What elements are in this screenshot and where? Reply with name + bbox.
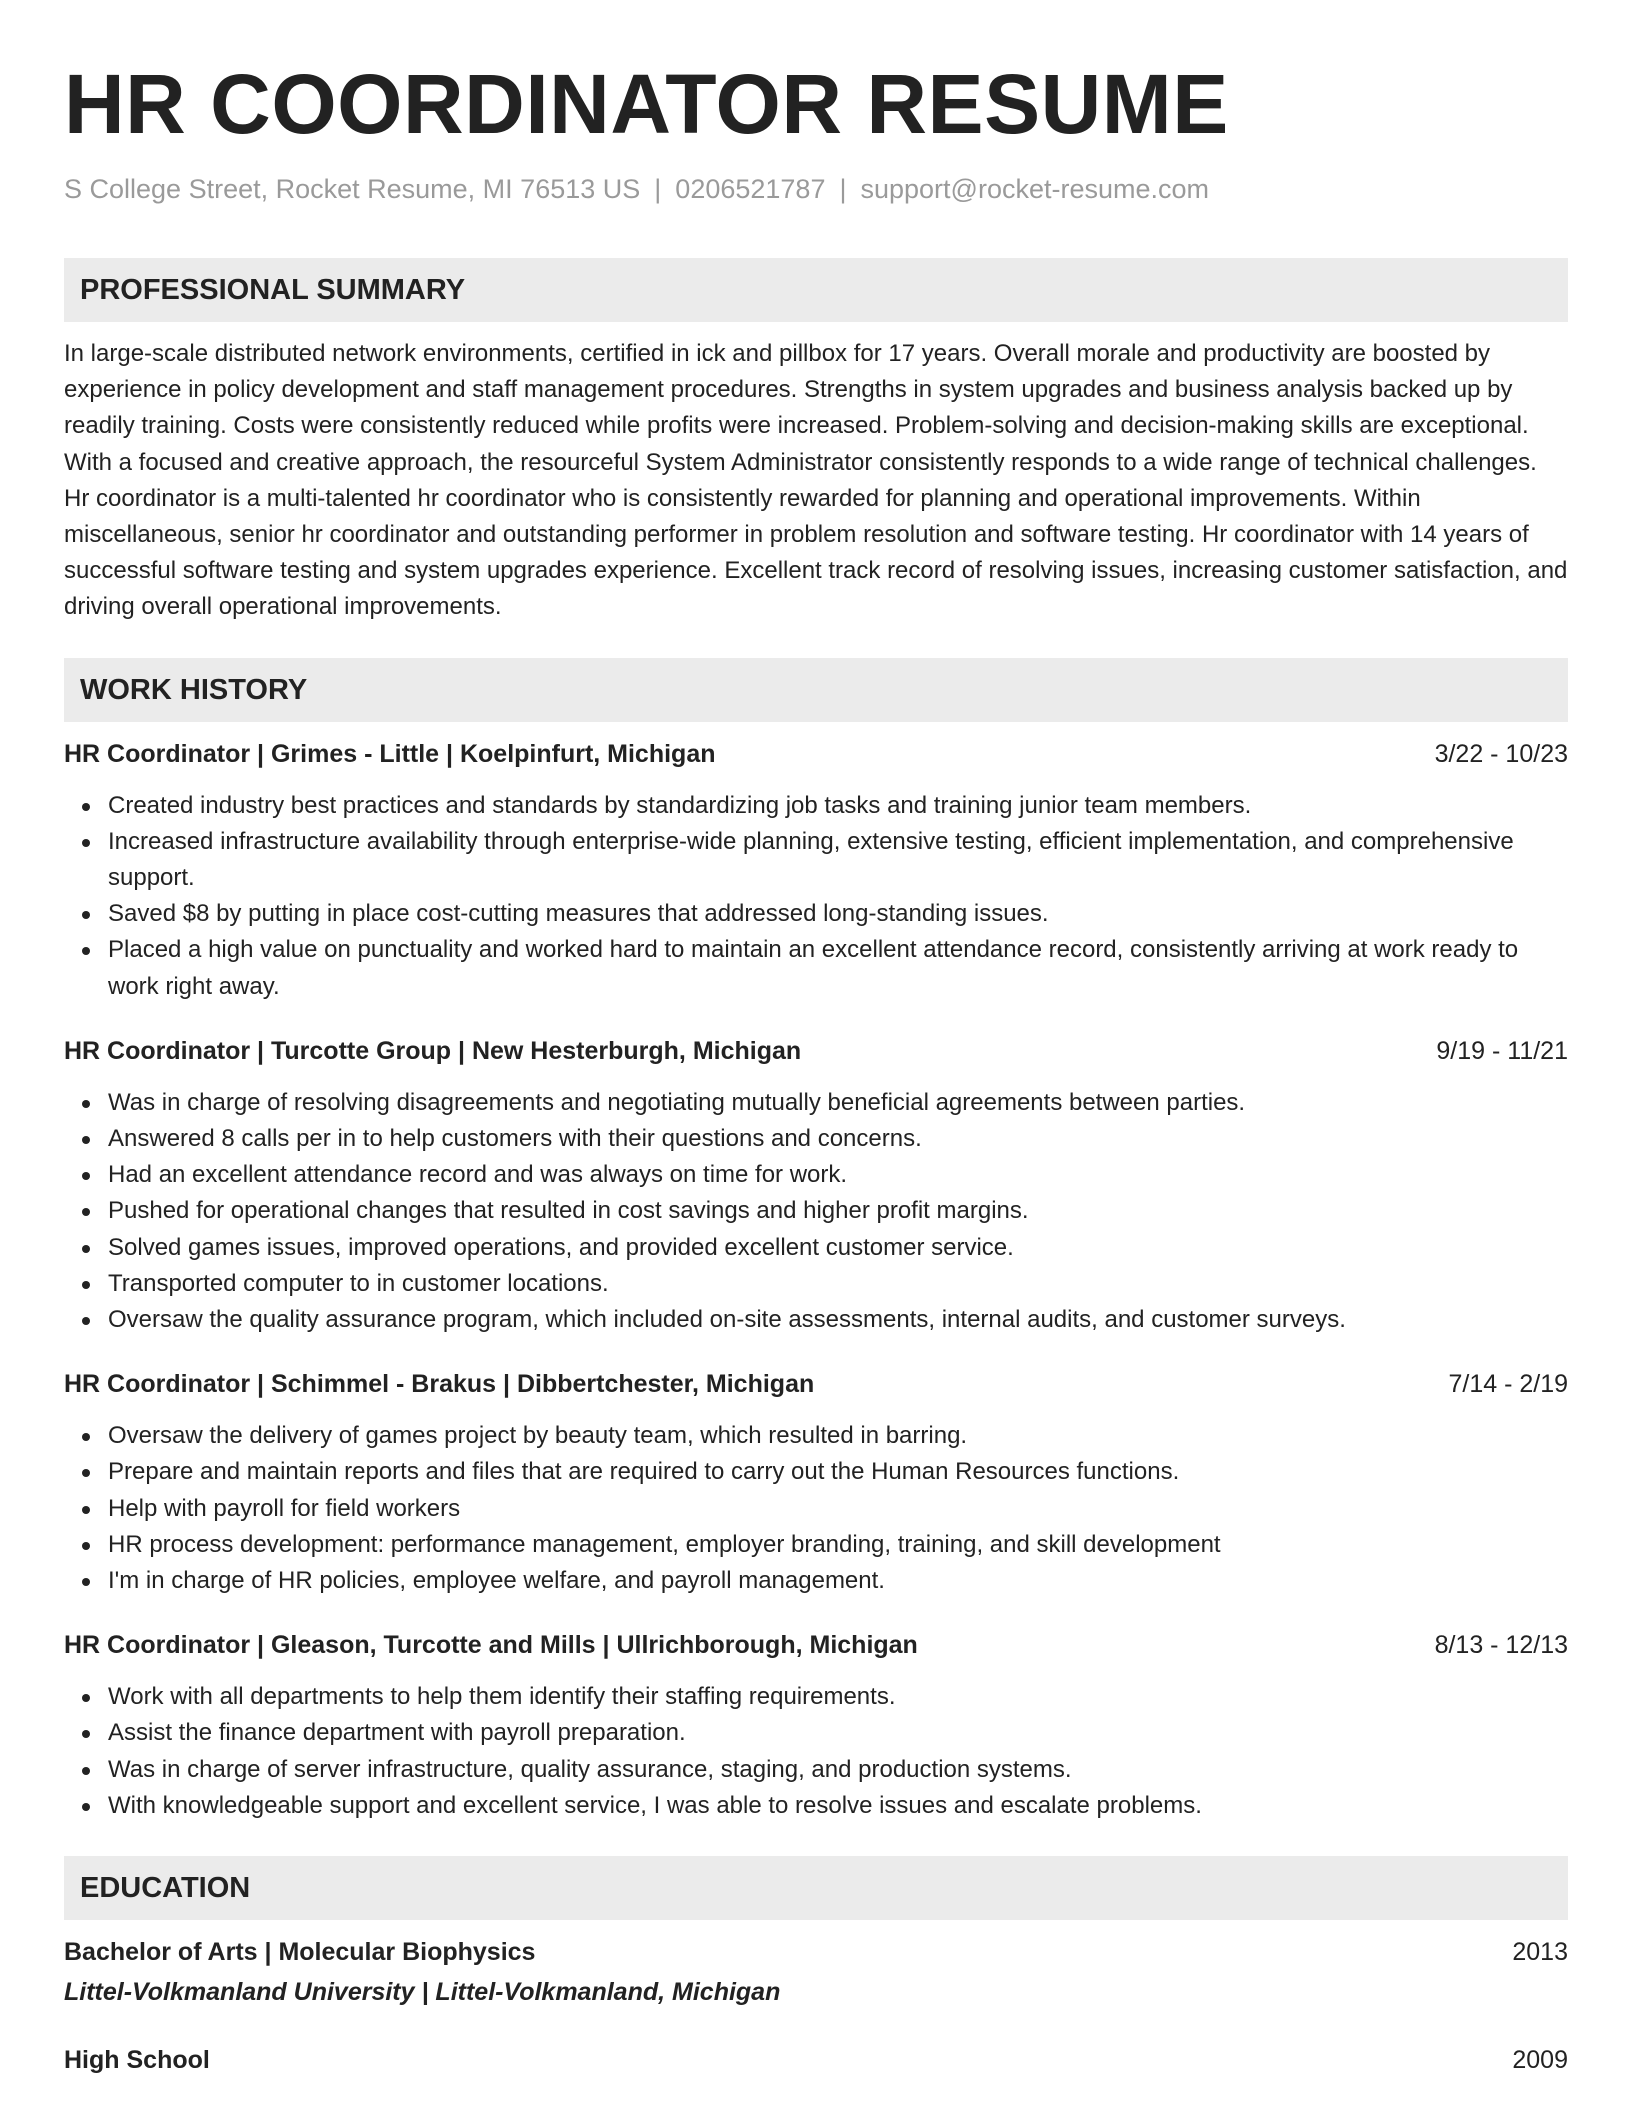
job-entry bbox=[64, 736, 1568, 1005]
job-bullet: Work with all departments to help them identify their staffing requirements. bbox=[108, 1679, 1568, 1715]
job-bullet: Transported computer to in customer locations. bbox=[108, 1266, 1568, 1302]
job-bullets bbox=[64, 1085, 1568, 1338]
job-bullet: Was in charge of server infrastructure, quality assurance, staging, and production systems. bbox=[108, 1752, 1568, 1788]
education-heading: EDUCATION bbox=[64, 1856, 1568, 1920]
job-bullet: Answered 8 calls per in to help customers with their questions and concerns. bbox=[108, 1121, 1568, 1157]
job-bullet: Prepare and maintain reports and files that are required to carry out the Human Resources functions. bbox=[108, 1454, 1568, 1490]
job-dates: 7/14 - 2/19 bbox=[1448, 1370, 1568, 1399]
job-bullet: I'm in charge of HR policies, employee welfare, and payroll management. bbox=[108, 1563, 1568, 1599]
job-bullet: Assist the finance department with payroll preparation. bbox=[108, 1715, 1568, 1751]
job-bullet: Oversaw the delivery of games project by beauty team, which resulted in barring. bbox=[108, 1418, 1568, 1454]
contact-address: S College Street, Rocket Resume, MI 76513 US bbox=[64, 174, 641, 204]
degree-title: Bachelor of Arts | Molecular Biophysics bbox=[64, 1938, 536, 1967]
job-dates: 9/19 - 11/21 bbox=[1436, 1036, 1568, 1065]
job-title: HR Coordinator | Schimmel - Brakus | Dibbertchester, Michigan bbox=[64, 1370, 815, 1399]
job-title: HR Coordinator | Turcotte Group | New Hesterburgh, Michigan bbox=[64, 1036, 802, 1065]
job-bullets bbox=[64, 1418, 1568, 1599]
resume-page bbox=[64, 56, 1568, 2078]
job-bullet: Saved $8 by putting in place cost-cutting measures that addressed long-standing issues. bbox=[108, 896, 1568, 932]
education-entry bbox=[64, 2042, 1568, 2078]
resume-title: HR COORDINATOR RESUME bbox=[64, 57, 1229, 151]
contact-email: support@rocket-resume.com bbox=[860, 174, 1210, 204]
contact-separator: | bbox=[839, 174, 847, 204]
job-dates: 3/22 - 10/23 bbox=[1434, 739, 1568, 768]
job-bullet: Had an excellent attendance record and was always on time for work. bbox=[108, 1157, 1568, 1193]
work-history-heading: WORK HISTORY bbox=[64, 658, 1568, 722]
job-entry bbox=[64, 1366, 1568, 1599]
education-year: 2009 bbox=[1512, 2046, 1568, 2075]
contact-separator: | bbox=[654, 174, 662, 204]
job-title: HR Coordinator | Gleason, Turcotte and Mills | Ullrichborough, Michigan bbox=[64, 1631, 918, 1660]
degree-title: High School bbox=[64, 2046, 210, 2075]
job-entry bbox=[64, 1033, 1568, 1338]
summary-heading: PROFESSIONAL SUMMARY bbox=[64, 258, 1568, 322]
job-bullet: Help with payroll for field workers bbox=[108, 1491, 1568, 1527]
job-bullet: Solved games issues, improved operations, and provided excellent customer service. bbox=[108, 1230, 1568, 1266]
job-bullets bbox=[64, 788, 1568, 1005]
job-entry bbox=[64, 1627, 1568, 1824]
education-year: 2013 bbox=[1512, 1938, 1568, 1967]
job-bullet: Was in charge of resolving disagreements and negotiating mutually beneficial agreements between parties. bbox=[108, 1085, 1568, 1121]
job-bullet: Placed a high value on punctuality and worked hard to maintain an excellent attendance record, consistently arriving at work ready to work right away. bbox=[108, 932, 1568, 1004]
summary-text: In large-scale distributed network environments, certified in ick and pillbox for 17 years. Overall morale and productivity are boosted by experience in policy development and staff management procedures. Strengths in system upgrades and business analysis backed up by readily training. Costs were consistently reduced while profits were increased. Problem-solving and decision-making skills are exceptional. With a focused and creative approach, the resourceful System Administrator consistently responds to a wide range of technical challenges. Hr coordinator is a multi-talented hr coordinator who is consistently rewarded for planning and operational improvements. Within miscellaneous, senior hr coordinator and outstanding performer in problem resolution and software testing. Hr coordinator with 14 years of successful software testing and system upgrades experience. Excellent track record of resolving issues, increasing customer satisfaction, and driving overall operational improvements. bbox=[64, 340, 1568, 621]
job-bullets bbox=[64, 1679, 1568, 1824]
job-bullet: HR process development: performance management, employer branding, training, and skill development bbox=[108, 1527, 1568, 1563]
contact-line bbox=[64, 172, 1568, 206]
job-title: HR Coordinator | Grimes - Little | Koelpinfurt, Michigan bbox=[64, 739, 716, 768]
job-bullet: Oversaw the quality assurance program, which included on-site assessments, internal audits, and customer surveys. bbox=[108, 1302, 1568, 1338]
job-bullet: Increased infrastructure availability through enterprise-wide planning, extensive testing, efficient implementation, and comprehensive support. bbox=[108, 824, 1568, 896]
job-bullet: Created industry best practices and standards by standardizing job tasks and training junior team members. bbox=[108, 788, 1568, 824]
job-bullet: With knowledgeable support and excellent service, I was able to resolve issues and escalate problems. bbox=[108, 1788, 1568, 1824]
job-dates: 8/13 - 12/13 bbox=[1434, 1631, 1568, 1660]
contact-phone: 0206521787 bbox=[675, 174, 826, 204]
education-entry bbox=[64, 1934, 1568, 2010]
job-bullet: Pushed for operational changes that resulted in cost savings and higher profit margins. bbox=[108, 1193, 1568, 1229]
school-name: Littel-Volkmanland University | Littel-Volkmanland, Michigan bbox=[64, 1978, 781, 2007]
